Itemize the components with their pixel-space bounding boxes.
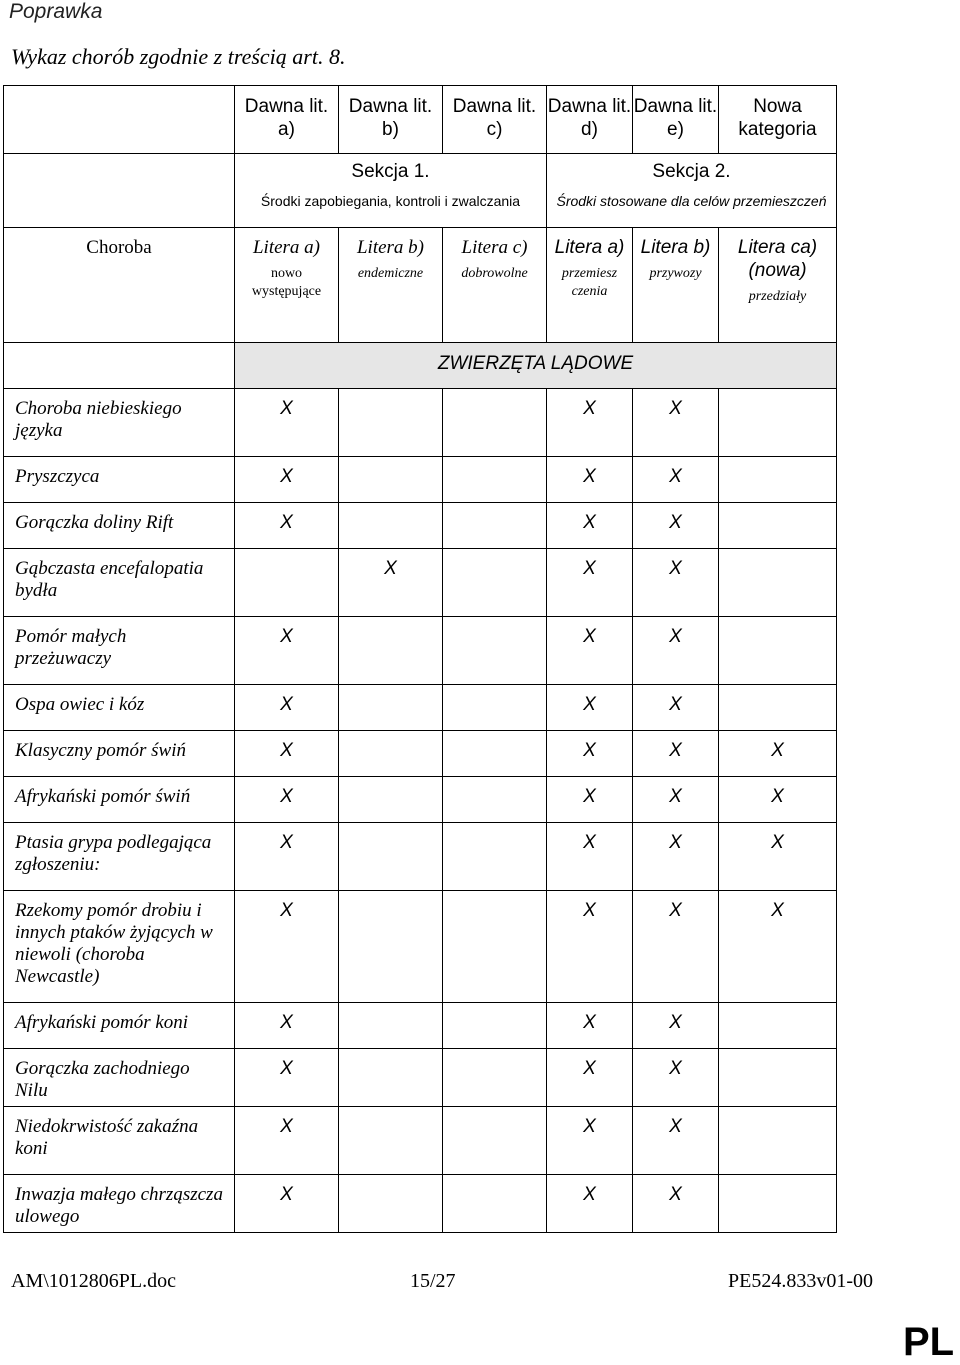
sec2-letter-a-header: Litera a) przemiesz czenia [547, 228, 633, 343]
mark-cell: X [235, 823, 339, 891]
mark-cell: X [235, 1175, 339, 1233]
new-category-header: Nowa kategoria [719, 86, 837, 154]
letter-c-sub: dobrowolne [461, 266, 528, 281]
sec2-letter-ca-sub: przedziały [748, 289, 807, 304]
mark-cell: X [547, 1175, 633, 1233]
letter-c-header: Litera c) dobrowolne [443, 228, 547, 343]
mark-cell: X [235, 731, 339, 777]
mark-cell: X [235, 503, 339, 549]
letter-a-header: Litera a) nowo występujące [235, 228, 339, 343]
mark-cell: X [339, 549, 443, 617]
mark-cell: X [547, 457, 633, 503]
mark-cell [719, 685, 837, 731]
mark-cell: X [633, 685, 719, 731]
mark-cell: X [633, 617, 719, 685]
mark-cell: X [235, 685, 339, 731]
letter-b-sub: endemiczne [357, 266, 424, 281]
table-row [4, 617, 837, 685]
table-row [4, 549, 837, 617]
language-badge: PL [903, 1320, 955, 1364]
blank-corner-cell [4, 86, 235, 154]
mark-cell: X [547, 731, 633, 777]
disease-name: Klasyczny pomór świń [4, 731, 235, 777]
letter-header-row [4, 228, 837, 343]
disease-name: Niedokrwistość zakaźna koni [4, 1107, 235, 1175]
disease-name: Gąbczasta encefalopatia bydła [4, 549, 235, 617]
table-row [4, 1175, 837, 1233]
mark-cell: X [633, 1003, 719, 1049]
mark-cell: X [633, 823, 719, 891]
table-caption: Wykaz chorób zgodnie z treścią art. 8. [11, 44, 346, 69]
mark-cell: X [547, 1107, 633, 1175]
mark-cell: X [719, 823, 837, 891]
mark-cell: X [547, 777, 633, 823]
mark-cell: X [547, 617, 633, 685]
sec2-letter-ca-header: Litera ca) (nowa) przedziały [719, 228, 837, 343]
disease-name: Gorączka doliny Rift [4, 503, 235, 549]
mark-cell: X [719, 891, 837, 1003]
mark-cell: X [547, 549, 633, 617]
disease-name: Inwazja małego chrząszcza ulowego [4, 1175, 235, 1233]
footer-pe-ref: PE524.833v01-00 [728, 1270, 873, 1292]
mark-cell [719, 389, 837, 457]
mark-cell [339, 685, 443, 731]
table-row [4, 457, 837, 503]
mark-cell [719, 503, 837, 549]
old-letter-d-header: Dawna lit. d) [547, 86, 633, 154]
table-row [4, 777, 837, 823]
mark-cell: X [235, 1107, 339, 1175]
table-row [4, 1107, 837, 1175]
mark-cell: X [235, 1049, 339, 1107]
mark-cell [443, 503, 547, 549]
mark-cell: X [633, 1049, 719, 1107]
mark-cell: X [547, 503, 633, 549]
disease-name: Ptasia grypa podlegająca zgłoszeniu: [4, 823, 235, 891]
mark-cell: X [719, 777, 837, 823]
group-row [4, 343, 837, 389]
table-row [4, 685, 837, 731]
mark-cell [235, 549, 339, 617]
mark-cell: X [633, 1107, 719, 1175]
disease-name: Afrykański pomór koni [4, 1003, 235, 1049]
table-row [4, 503, 837, 549]
mark-cell [719, 617, 837, 685]
mark-cell [339, 1107, 443, 1175]
sec2-letter-b-sub: przywozy [649, 266, 702, 281]
disease-column-header: Choroba [4, 228, 235, 343]
mark-cell [339, 731, 443, 777]
mark-cell: X [235, 617, 339, 685]
old-letter-a-header: Dawna lit. a) [235, 86, 339, 154]
old-letter-header-row [4, 86, 837, 154]
mark-cell [339, 457, 443, 503]
group-label: ZWIERZĘTA LĄDOWE [235, 343, 837, 389]
mark-cell [443, 1003, 547, 1049]
mark-cell [443, 457, 547, 503]
blank-section-cell [4, 154, 235, 228]
mark-cell: X [547, 389, 633, 457]
letter-a-sub: nowo występujące [251, 266, 322, 299]
disease-name: Afrykański pomór świń [4, 777, 235, 823]
mark-cell [339, 891, 443, 1003]
old-letter-c-header: Dawna lit. c) [443, 86, 547, 154]
mark-cell [339, 823, 443, 891]
mark-cell [339, 1003, 443, 1049]
mark-cell [339, 1175, 443, 1233]
mark-cell: X [633, 389, 719, 457]
section-1-header [235, 154, 547, 228]
disease-name: Pomór małych przeżuwaczy [4, 617, 235, 685]
mark-cell: X [719, 731, 837, 777]
disease-name: Choroba niebieskiego języka [4, 389, 235, 457]
mark-cell: X [547, 685, 633, 731]
mark-cell: X [547, 1003, 633, 1049]
mark-cell [719, 549, 837, 617]
mark-cell [339, 1049, 443, 1107]
mark-cell [339, 503, 443, 549]
mark-cell [719, 1175, 837, 1233]
mark-cell [339, 617, 443, 685]
sec2-letter-a-sub: przemiesz czenia [561, 266, 618, 299]
section-header-row [4, 154, 837, 228]
section-1-title: Sekcja 1. [351, 161, 430, 182]
mark-cell [443, 389, 547, 457]
mark-cell [443, 549, 547, 617]
footer-page-number: 15/27 [410, 1270, 456, 1292]
table-row [4, 1049, 837, 1107]
mark-cell [339, 389, 443, 457]
mark-cell: X [633, 1175, 719, 1233]
mark-cell: X [235, 777, 339, 823]
disease-rows [4, 389, 837, 1233]
mark-cell [443, 617, 547, 685]
mark-cell: X [235, 1003, 339, 1049]
mark-cell: X [547, 823, 633, 891]
section-2-title: Sekcja 2. [652, 161, 731, 182]
mark-cell [719, 457, 837, 503]
mark-cell: X [633, 731, 719, 777]
table-row [4, 731, 837, 777]
mark-cell [719, 1107, 837, 1175]
sec2-letter-b-header: Litera b) przywozy [633, 228, 719, 343]
disease-name: Gorączka zachodniego Nilu [4, 1049, 235, 1107]
mark-cell [443, 731, 547, 777]
disease-name: Ospa owiec i kóz [4, 685, 235, 731]
old-letter-e-header: Dawna lit. e) [633, 86, 719, 154]
page-heading: Poprawka [9, 0, 103, 23]
section-1-subtitle: Środki zapobiegania, kontroli i zwalczania [260, 193, 521, 209]
mark-cell [719, 1049, 837, 1107]
mark-cell [443, 1049, 547, 1107]
disease-name: Rzekomy pomór drobiu i innych ptaków żyjących w niewoli (choroba Newcastle) [4, 891, 235, 1003]
letter-b-header: Litera b) endemiczne [339, 228, 443, 343]
mark-cell: X [633, 503, 719, 549]
mark-cell: X [633, 891, 719, 1003]
mark-cell [443, 685, 547, 731]
mark-cell [719, 1003, 837, 1049]
mark-cell [443, 777, 547, 823]
old-letter-b-header: Dawna lit. b) [339, 86, 443, 154]
group-blank-cell [4, 343, 235, 389]
section-2-subtitle: Środki stosowane dla celów przemieszczeń [556, 193, 827, 209]
section-2-header [547, 154, 837, 228]
mark-cell [443, 823, 547, 891]
mark-cell: X [235, 457, 339, 503]
mark-cell: X [633, 777, 719, 823]
mark-cell: X [235, 891, 339, 1003]
mark-cell: X [547, 891, 633, 1003]
disease-name: Pryszczyca [4, 457, 235, 503]
mark-cell [443, 1107, 547, 1175]
table-row [4, 823, 837, 891]
disease-table [3, 85, 837, 1233]
mark-cell: X [633, 457, 719, 503]
table-row [4, 891, 837, 1003]
table-row [4, 389, 837, 457]
mark-cell: X [633, 549, 719, 617]
mark-cell: X [547, 1049, 633, 1107]
footer-doc-ref: AM\1012806PL.doc [11, 1270, 176, 1292]
table-row [4, 1003, 837, 1049]
mark-cell [443, 1175, 547, 1233]
mark-cell: X [235, 389, 339, 457]
mark-cell [443, 891, 547, 1003]
mark-cell [339, 777, 443, 823]
